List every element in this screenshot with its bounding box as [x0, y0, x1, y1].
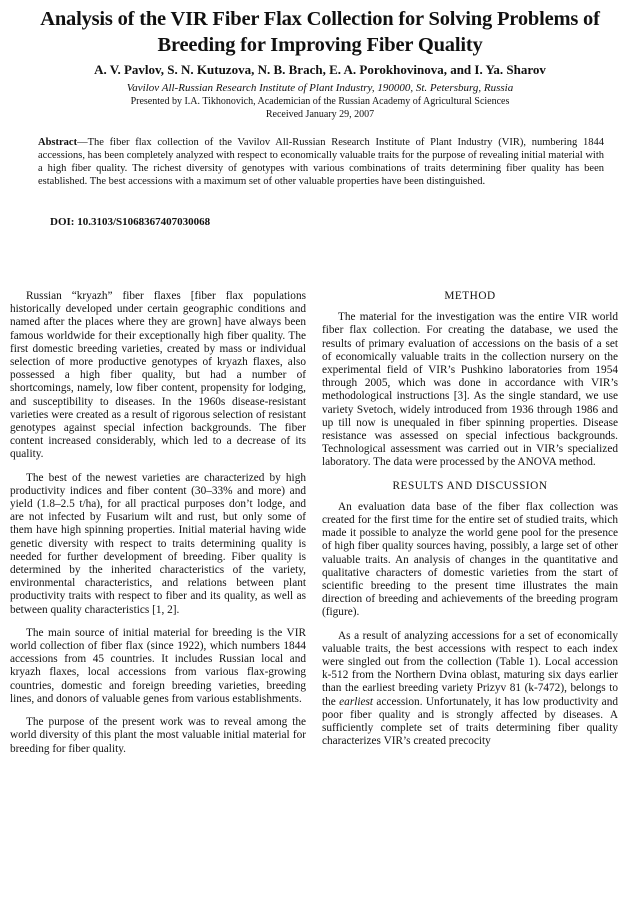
body-paragraph — [322, 630, 618, 749]
received-date: Received January 29, 2007 — [265, 109, 375, 120]
emphasis-text: earliest — [339, 695, 374, 708]
body-paragraph: The best of the newest varieties are characterized by high productivity indices and fiber content (30–33% and more) and yield (1.8–2.5 t/ha), for all practical purposes don’t lodge, and are not infected by Fusarium wilt and rust, but only some of them have high spinning properties. Initial material having wide genetic diversity with respect to traits determining quality is needed for further development of breeding. Fiber quality is determined by the inherited characteristics of the variety, environmental characteristics, and relations between plant productivity traits with respect to fiber and its quality, as well as between quality characteristics [1, 2]. — [10, 471, 306, 616]
presented-by: Presented by I.A. Tikhonovich, Academician of the Russian Academy of Agricultural Sciences — [130, 96, 510, 107]
body-paragraph: The main source of initial material for breeding is the VIR world collection of fiber flax (since 1922), which numbers 1844 accessions from 45 countries. It includes Russian local and kryazh flaxes, local accessions from various flax-growing countries, domestic and foreign breeding varieties, breeding lines, and donors of valuable genes from various establishments. — [10, 626, 306, 705]
text-run: accession. Unfortunately, it has low productivity and poor fiber quality and is strongly affected by diseases. A sufficiently complete set of traits determining fiber quality characterizes VIR’s created precocity — [322, 695, 618, 748]
text-run: As a result of analyzing accessions for a set of economically valuable traits, the best accessions with respect to each index were singled out from the collection (Table 1). Local accession k-512 from the Northern Dvina oblast, maturing six days earlier than the earliest breeding variety Prizyv 81 (k-7472), belongs to the — [322, 629, 618, 708]
abstract-label: Abstract — [38, 137, 78, 148]
abstract-text: —The fiber flax collection of the Vavilov All-Russian Research Institute of Plant Industry (VIR), numbering 1844 accessions, has been completely analyzed with respect to economically valuable traits for the purpose of revealing initial material with a high fiber quality. The richest diversity of genotypes with various combinations of traits determining fiber quality has been established. The best accessions with a maximum set of other valuable properties have been distinguished. — [38, 137, 604, 187]
abstract — [38, 136, 604, 188]
body-paragraph: The material for the investigation was the entire VIR world fiber flax collection. For creating the database, we used the results of primary evaluation of accessions on the basis of a set of economically valuable traits in the collection nursery on the experimental field of VIR’s Pushkino laboratories from 1954 through 2005, which was done in accordance with VIR’s methodological instructions [3]. As the single standard, we use variety Svetoch, widely introduced from 1936 through 1986 and up till now is unequaled in fiber spinning properties. Disease resistance was assessed on special infectious backgrounds. Technological assessment was carried out in VIR’s specialized laboratory. The data were processed by the ANOVA method. — [322, 311, 618, 469]
right-column — [322, 290, 618, 759]
section-heading-results: RESULTS AND DISCUSSION — [392, 479, 548, 492]
body-paragraph: The purpose of the present work was to reveal among the world diversity of this plant the most valuable initial material for breeding for fiber quality. — [10, 716, 306, 755]
body-paragraph: An evaluation data base of the fiber flax collection was created for the first time for the entire set of studied traits, which made it possible to analyze the world gene pool for the presence of high fiber quality sources having, possibly, a large set of other valuable traits. An analysis of changes in the quantitative and qualitative characters of domestic varieties from the start of scientific breeding to the present time illustrates the main direction of breeding and achievements of the breeding program (figure). — [322, 500, 618, 619]
paper-title: Analysis of the VIR Fiber Flax Collection for Solving Problems of Breeding for Improving Fiber Quality — [40, 8, 600, 56]
left-column — [10, 290, 306, 766]
author-list: A. V. Pavlov, S. N. Kutuzova, N. B. Brach, E. A. Porokhovinova, and I. Ya. Sharov — [94, 62, 546, 77]
section-heading-method: METHOD — [444, 290, 496, 302]
doi: DOI: 10.3103/S1068367407030068 — [50, 216, 211, 228]
body-paragraph: Russian “kryazh” fiber flaxes [fiber flax populations historically developed under certain geographic conditions and named after the places where they are grown] have always been famous worldwide for their exceptionally high fiber quality. The first domestic breeding varieties, created by mass or individual selection of more productive genotypes of kryazh flaxes, also possessed a high fiber quality, but had a number of shortcomings, namely, low fiber content, propensity for lodging, and susceptibility to diseases. In the 1960s disease-resistant varieties were created as a result of rigorous selection of resistant genotypes against special infection backgrounds. The fiber content increased considerably, which led to a decrease of its quality. — [10, 290, 306, 461]
affiliation: Vavilov All-Russian Research Institute of Plant Industry, 190000, St. Petersburg, Russia — [126, 82, 514, 94]
